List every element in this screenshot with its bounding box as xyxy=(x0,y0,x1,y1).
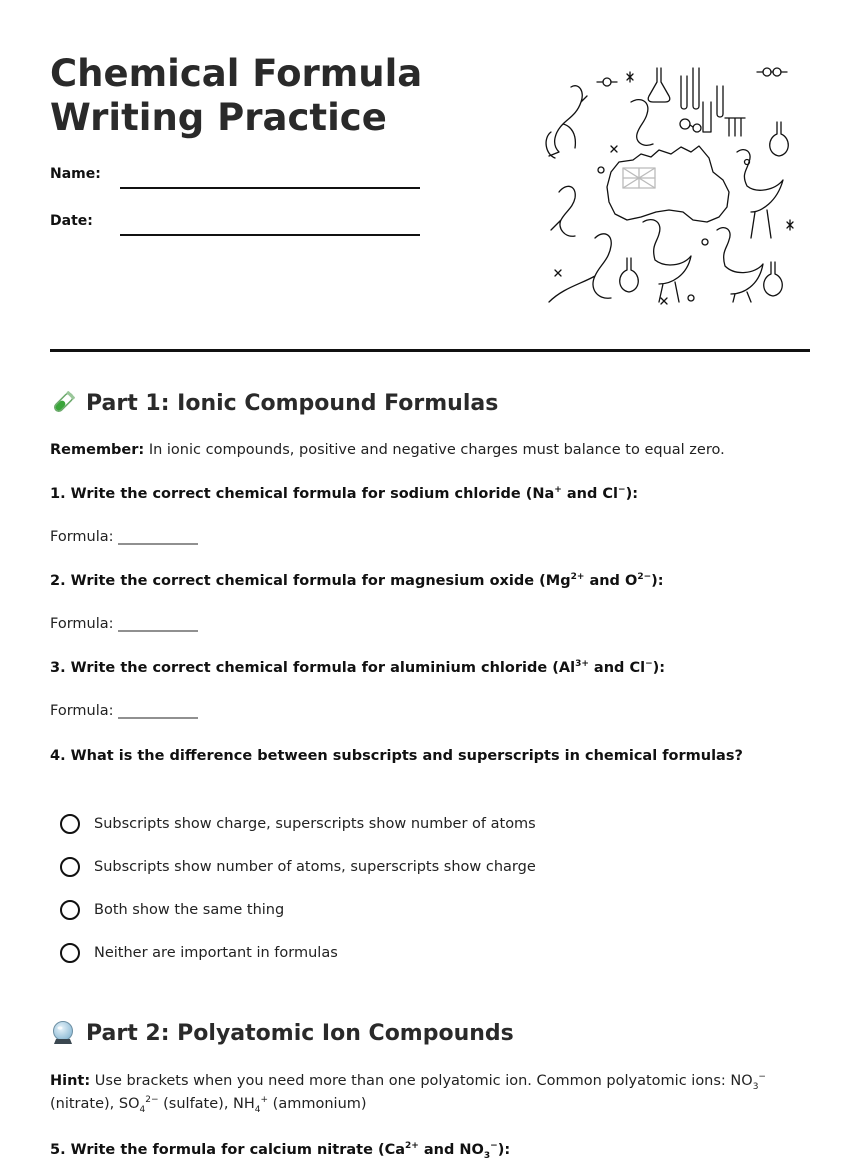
ion-charge: 2+ xyxy=(405,1141,419,1152)
hint-text: (ammonium) xyxy=(268,1096,367,1112)
header-divider xyxy=(50,349,810,352)
date-field[interactable] xyxy=(120,234,420,236)
superscript: − xyxy=(758,1072,766,1083)
part1-title: Part 1: Ionic Compound Formulas xyxy=(86,390,499,416)
subscript: 4 xyxy=(139,1104,146,1115)
radio-button[interactable] xyxy=(60,900,80,920)
superscript: + xyxy=(260,1095,269,1106)
crystal-ball-icon xyxy=(50,1020,76,1046)
question-2-end: ): xyxy=(651,573,664,589)
ion-charge: − xyxy=(645,659,653,670)
part2-title: Part 2: Polyatomic Ion Compounds xyxy=(86,1020,514,1046)
subscript: 3 xyxy=(752,1081,759,1092)
hint-text: SO xyxy=(118,1096,140,1112)
subscript: 4 xyxy=(254,1104,261,1115)
ion-charge: − xyxy=(490,1141,498,1152)
answer-option-1[interactable] xyxy=(60,814,536,834)
remember-text: In ionic compounds, positive and negative charges must balance to equal zero. xyxy=(148,442,725,458)
question-1-text: 1. Write the correct chemical formula for sodium chloride (Na xyxy=(50,486,555,502)
question-3-mid: and Cl xyxy=(588,660,646,676)
ion-charge: + xyxy=(554,485,562,496)
question-1-mid: and Cl xyxy=(561,486,619,502)
hint-note xyxy=(50,1070,815,1116)
remember-label: Remember: xyxy=(50,442,145,458)
question-5-mid: and NO xyxy=(418,1142,484,1158)
radio-button[interactable] xyxy=(60,857,80,877)
answer-option-label: Both show the same thing xyxy=(94,902,285,918)
question-3-text: 3. Write the correct chemical formula for aluminium chloride (Al xyxy=(50,660,576,676)
radio-button[interactable] xyxy=(60,943,80,963)
formula-answer-1[interactable]: Formula: ___________ xyxy=(50,529,198,545)
part1-heading xyxy=(50,390,498,416)
answer-option-label: Subscripts show charge, superscripts show number of atoms xyxy=(94,816,536,832)
superscript: 2− xyxy=(145,1095,159,1106)
part2-heading xyxy=(50,1020,514,1046)
ion-charge: − xyxy=(618,485,626,496)
question-1-end: ): xyxy=(625,486,639,502)
ion-charge: 2− xyxy=(637,572,652,583)
answer-option-2[interactable] xyxy=(60,857,536,877)
question-5-text: 5. Write the formula for calcium nitrate (Ca xyxy=(50,1142,406,1158)
remember-note xyxy=(50,439,815,462)
australia-science-illustration xyxy=(541,62,798,314)
hint-text: Use brackets when you need more than one polyatomic ion. Common polyatomic ions: NO xyxy=(94,1073,753,1089)
question-2-text: 2. Write the correct chemical formula for magnesium oxide (Mg xyxy=(50,573,571,589)
question-2-mid: and O xyxy=(584,573,638,589)
hint-text: (nitrate), xyxy=(50,1096,115,1112)
radio-button[interactable] xyxy=(60,814,80,834)
formula-answer-3[interactable]: Formula: ___________ xyxy=(50,703,198,719)
question-2 xyxy=(50,573,664,589)
ion-charge: 2+ xyxy=(570,572,585,583)
answer-option-label: Subscripts show number of atoms, superscripts show charge xyxy=(94,859,536,875)
formula-answer-2[interactable]: Formula: ___________ xyxy=(50,616,198,632)
question-1 xyxy=(50,486,638,502)
hint-label: Hint: xyxy=(50,1073,91,1089)
test-tube-icon xyxy=(50,390,76,416)
date-label: Date: xyxy=(50,213,93,229)
question-5-end: ): xyxy=(497,1142,511,1158)
name-field[interactable] xyxy=(120,187,420,189)
answer-option-label: Neither are important in formulas xyxy=(94,945,338,961)
ion-charge: 3+ xyxy=(575,659,589,670)
question-3-end: ): xyxy=(652,660,666,676)
answer-option-4[interactable] xyxy=(60,943,338,963)
page-title: Chemical Formula Writing Practice xyxy=(50,52,423,139)
question-3 xyxy=(50,660,665,676)
subscript: 3 xyxy=(483,1150,491,1161)
name-label: Name: xyxy=(50,166,101,182)
question-5 xyxy=(50,1141,511,1161)
hint-text: (sulfate), NH xyxy=(158,1096,255,1112)
question-4: 4. What is the difference between subscripts and superscripts in chemical formulas? xyxy=(50,748,743,764)
answer-option-3[interactable] xyxy=(60,900,284,920)
